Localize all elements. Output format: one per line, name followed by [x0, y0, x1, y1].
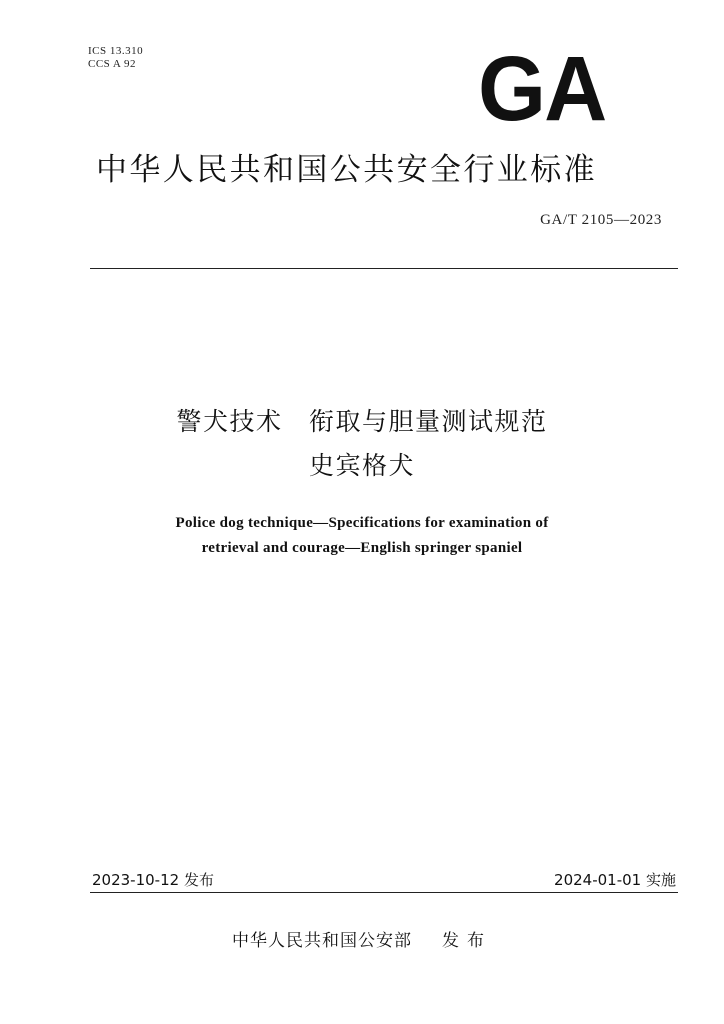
publisher-action: 发布 — [442, 931, 492, 951]
title-english-line-2: retrieval and courage—English springer spaniel — [201, 540, 523, 556]
title-chinese-line-2: 史宾格犬 — [308, 451, 415, 480]
standard-number: GA/T 2105—2023 — [540, 212, 662, 228]
issue-date: 2023-10-12 发布 — [92, 871, 214, 889]
title-english-line-1: Police dog technique—Specifications for examination of — [175, 515, 549, 531]
implementation-date: 2024-01-01 实施 — [554, 871, 676, 889]
publisher-name: 中华人民共和国公安部 — [232, 931, 412, 951]
publisher-line — [0, 930, 724, 952]
top-divider — [90, 268, 678, 269]
ga-logo: GA — [478, 38, 606, 140]
ics-code: ICS 13.310 — [88, 45, 144, 57]
title-chinese-line-1: 警犬技术 衔取与胆量测试规范 — [176, 407, 548, 436]
standard-category-title: 中华人民共和国公共安全行业标准 — [96, 152, 597, 188]
bottom-divider — [90, 892, 678, 893]
ccs-code: CCS A 92 — [88, 58, 137, 70]
